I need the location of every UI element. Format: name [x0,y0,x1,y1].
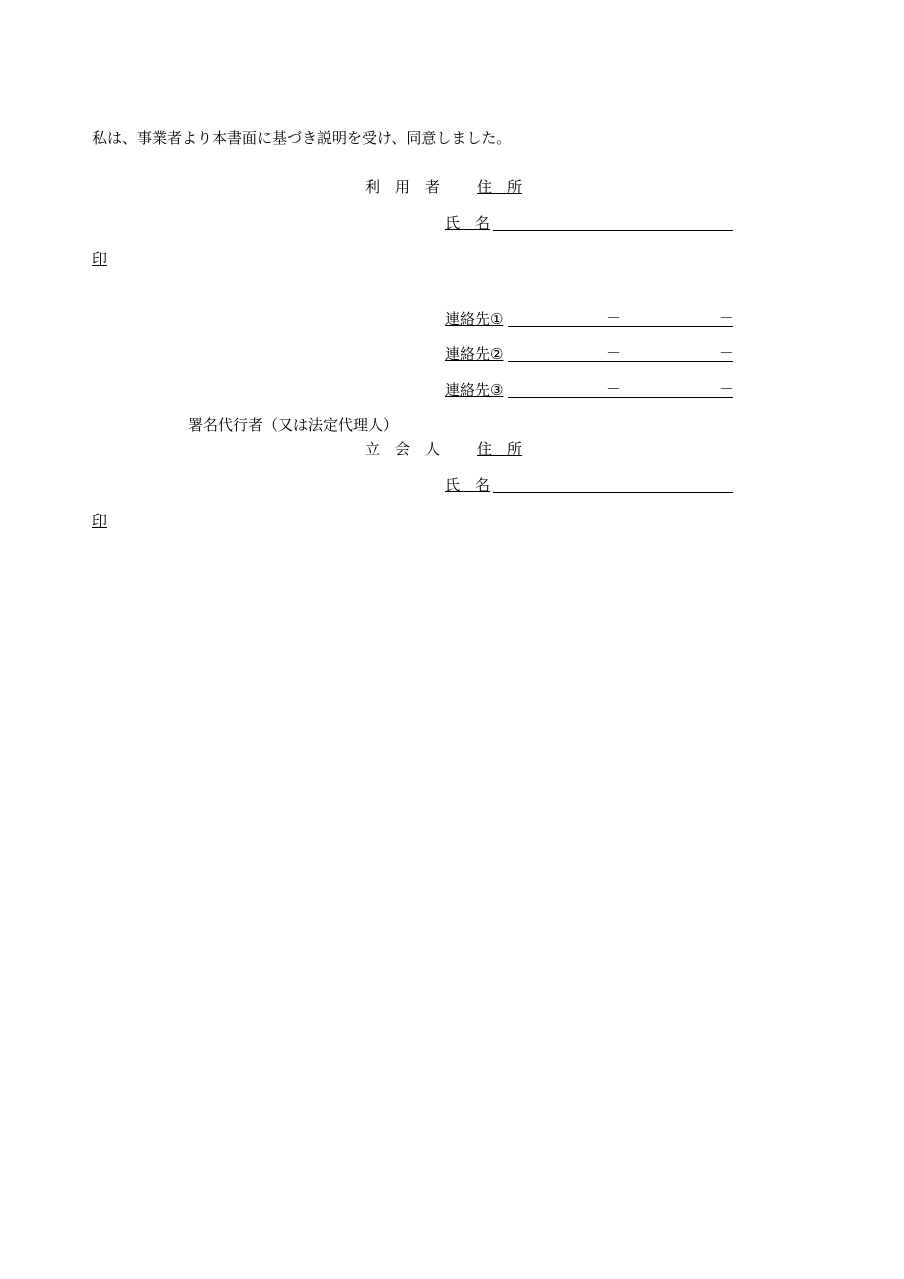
consent-statement: 私は、事業者より本書面に基づき説明を受け、同意しました。 [92,129,512,147]
contact-1-label: 連絡先① [445,310,504,328]
contact-1-separator-2: － [719,309,735,327]
proxy-address-label: 住 所 [477,440,523,458]
proxy-name-underline [493,492,733,493]
user-role-label: 利 用 者 [365,178,441,196]
proxy-seal-mark: 印 [92,512,108,530]
user-name-label: 氏 名 [445,214,491,232]
user-seal-mark: 印 [92,250,108,268]
contact-2-separator-1: － [606,344,622,362]
user-address-label: 住 所 [477,178,523,196]
contact-3-separator-1: － [606,380,622,398]
contact-2-separator-2: － [719,344,735,362]
contact-2-label: 連絡先② [445,345,504,363]
proxy-role-label: 立 会 人 [365,440,441,458]
proxy-name-label: 氏 名 [445,476,491,494]
proxy-heading: 署名代行者（又は法定代理人） [188,416,399,434]
contact-1-separator-1: － [606,309,622,327]
contact-3-separator-2: － [719,380,735,398]
user-name-underline [493,230,733,231]
contact-3-label: 連絡先③ [445,381,504,399]
